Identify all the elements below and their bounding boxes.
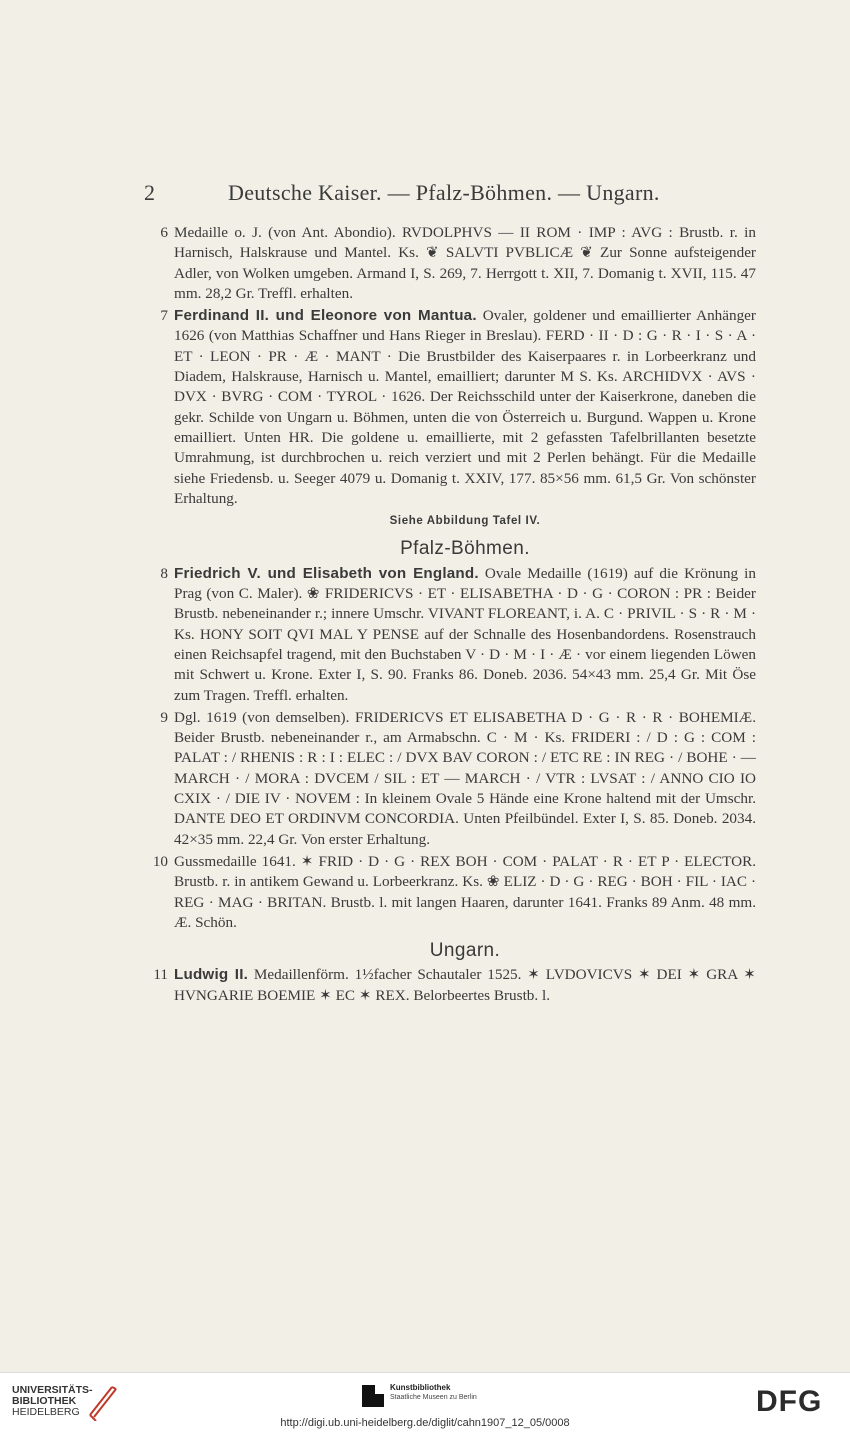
page-number: 2: [144, 180, 156, 205]
catalog-entry-11: [150, 965, 756, 1006]
kunstbibliothek-mark-icon: [362, 1385, 384, 1407]
digitization-footer: UNIVERSITÄTS- BIBLIOTHEK HEIDELBERG Kunstbibliothek Staatliche Museen zu Berlin DFG http://digi.ub.uni-heidelberg.de/diglit/cahn1907_12_05/0008: [0, 1372, 850, 1433]
entry-number: 8: [160, 564, 168, 582]
entry-number: 6: [160, 224, 168, 241]
entry-number: 9: [160, 708, 168, 726]
catalog-entry-9: [150, 708, 756, 850]
ub-heidelberg-wordmark: UNIVERSITÄTS- BIBLIOTHEK HEIDELBERG: [12, 1384, 93, 1418]
entry-text: Dgl. 1619 (von demselben). FRIDERICVS ET ELISABETHA D · G · R · R · BOHEMIÆ. Beider Brustb. nebeneinander r., am Armabschn. C · M · Ks. FRIDERI : / D : G : COM : PALAT : / RHENIS : R : I : ELEC : / DVX BAV CORON : / ETC RE : IN REG · / BOHE · — MARCH · / MORA : DVCEM / SIL : ET — MARCH · / VTR : LVSAT : / ANNO CIO IO CXIX · / DIE IV · NOVEM : In kleinem Ovale 5 Hände eine Krone haltend mit der Umschr. DANTE DEO ET ORDINVM CONCORDIA. Unten Pfeilbündel. Exter I, S. 85. Doneb. 2034. 42×35 mm. 22,4 Gr. Von erster Erhaltung.: [174, 708, 756, 848]
entry-lead: Ludwig II.: [174, 966, 249, 984]
catalog-entry-7: [150, 306, 756, 509]
entry-lead: Friedrich V. und Elisabeth von England.: [174, 564, 479, 582]
entry-text: Ovaler, goldener und emaillierter Anhänger 1626 (von Matthias Schaffner und Hans Rieger in Breslau). FERD · II · D : G · R · I · S · A · ET · LEON · PR · Æ · MANT · Die Brustbilder des Kaiserpaares r. in Lorbeerkranz und Diadem, Halskrause, Harnisch u. Mantel, emailliert; darunter M S. Ks. ARCHIDVX · AVS · DVX · BVRG · COM · TYROL · 1626. Der Reichsschild unter der Kaiserkrone, daneben die gekr. Schilde von Ungarn u. Böhmen, unten die von Österreich u. Burgund. Wappen u. Krone emailliert. Unten HR. Die goldene u. emaillierte, mit 2 gefassten Tafelbrillanten besetzte Umrahmung, ist durchbrochen u. reich verziert und mit 2 Perlen behängt. Für die Medaille siehe Friedensb. u. Seeger 4079 u. Domanig t. XXIV, 177. 85×56 mm. 61,5 Gr. Von schönster Erhaltung.: [174, 307, 756, 507]
section-heading-pfalz: Pfalz-Böhmen.: [400, 538, 530, 560]
entry-text: Gussmedaille 1641. ✶ FRID · D · G · REX BOH · COM · PALAT · R · ET P · ELECTOR. Brustb. r. in antikem Gewand u. Lorbeerkranz. Ks. ❀ ELIZ · D · G · REG · BOH · FIL · IAC · REG · MAG · BRITAN. Brustb. l. mit langen Haaren, darunter 1641. Franks 89 Anm. 48 mm. Æ. Schön.: [174, 852, 756, 931]
catalog-content: [150, 223, 756, 1008]
section-heading-ungarn: Ungarn.: [429, 940, 501, 962]
catalog-entry-6: [150, 223, 756, 304]
entry-number: 7: [160, 307, 168, 325]
entry-text: Medaillenförm. 1½facher Schautaler 1525. ✶ LVDOVICVS ✶ DEI ✶ GRA ✶ HVNGARIE BOEMIE ✶ EC ✶ REX. Belorbeertes Brustb. l.: [174, 966, 756, 1004]
catalog-entry-10: [150, 852, 756, 933]
entry-number: 11: [153, 966, 168, 984]
ub-heidelberg-logo-icon: [86, 1381, 118, 1421]
entry-text: Ovale Medaille (1619) auf die Krönung in Prag (von C. Maler). ❀ FRIDERICVS · ET · ELISABETHA · D · G · CORON : PR : Beider Brustb. nebeneinander r.; innere Umschr. VIVANT FLOREANT, i. A. C · PRIVIL · S · R · M · Ks. HONY SOIT QVI MAL Y PENSE auf der Schnalle des Hosenbandordens. Rosenstrauch einen Reichsapfel tragend, mit den Buchstaben V · D · M · I · Æ · vor einem liegenden Löwen mit Schwert u. Krone. Exter I, S. 90. Franks 86. Doneb. 2036. 54×43 mm. 25,4 Gr. Mit Öse zum Tragen. Treffl. erhalten.: [174, 564, 756, 704]
dfg-logo: DFG: [756, 1385, 823, 1418]
entry-number: 10: [152, 852, 168, 870]
entry-text: Medaille o. J. (von Ant. Abondio). RVDOLPHVS — II ROM · IMP : AVG : Brustb. r. in Harnisch, Halskrause und Mantel. Ks. ❦ SALVTI PVBLICÆ ❦ Zur Sonne aufsteigender Adler, von Wolken umgeben. Armand I, S. 269, 7. Herrgott t. XII, 7. Domanig t. XVII, 115. 47 mm. 28,2 Gr. Treffl. erhalten.: [174, 224, 756, 302]
permalink-url[interactable]: http://digi.ub.uni-heidelberg.de/diglit/cahn1907_12_05/0008: [280, 1417, 570, 1429]
entry-lead: Ferdinand II. und Eleonore von Mantua.: [174, 307, 477, 325]
catalog-entry-8: [150, 564, 756, 706]
plate-reference: Siehe Abbildung Tafel IV.: [389, 515, 541, 528]
running-title: Deutsche Kaiser. — Pfalz-Böhmen. — Ungarn.: [228, 180, 660, 205]
